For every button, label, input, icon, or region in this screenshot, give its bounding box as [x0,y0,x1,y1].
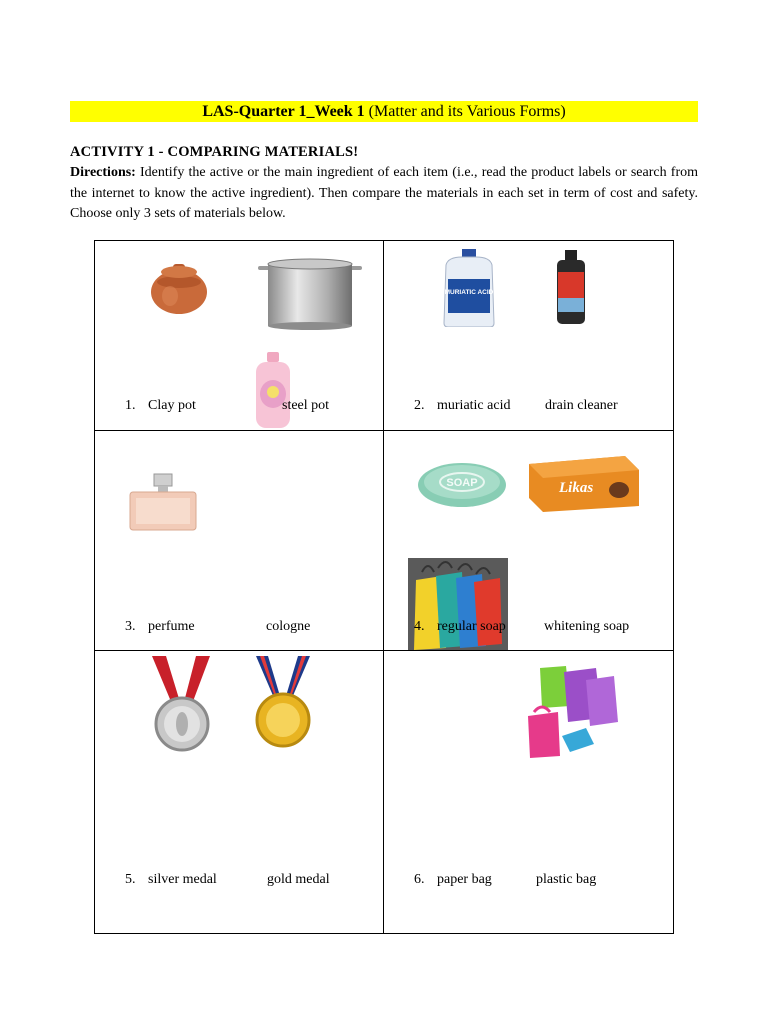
drain-cleaner-image [553,250,589,324]
set-4-item-a: regular soap [437,619,506,634]
set-3-item-a: perfume [148,619,195,634]
set-1-item-a: Clay pot [148,398,196,413]
set-6-number: 6. [414,872,425,887]
likas-brand-text: Likas [559,480,594,496]
gold-medal-image [250,656,316,748]
set-2-item-b: drain cleaner [545,398,618,413]
directions-label: Directions: [70,165,136,180]
muriatic-label-text: MURIATIC ACID [444,289,494,296]
clay-pot-image [146,258,212,322]
activity-heading: ACTIVITY 1 - COMPARING MATERIALS! [70,144,359,160]
set-4-item-b: whitening soap [544,619,630,634]
lotion-bottle-image [252,352,294,430]
set-1-item-b: steel pot [282,398,330,413]
soap-embossed-text: SOAP [446,477,478,489]
set-6-item-a: paper bag [437,872,492,887]
set-5-number: 5. [125,872,136,887]
directions-text: Identify the active or the main ingredient of each item (i.e., read the product labels or search from the internet to know the active ingredient). Then compare the materials in each set in term of cost and safety. Choose only 3 sets of materials below. [70,165,698,221]
set-2-item-a: muriatic acid [437,398,511,413]
shopping-bags-image [408,558,508,650]
set-3-number: 3. [125,619,136,634]
set-4-number: 4. [414,619,425,634]
page-title [70,101,698,122]
regular-soap-image [416,458,508,508]
title-bold: LAS-Quarter 1_Week 1 [202,103,365,120]
set-1-number: 1. [125,398,136,413]
materials-table [94,240,674,934]
set-2-number: 2. [414,398,425,413]
steel-pot-image [258,256,362,330]
perfume-bottle-image [124,472,202,532]
directions-paragraph [70,163,698,225]
set-3-item-b: cologne [266,619,311,634]
whitening-soap-box-image [529,448,639,512]
title-rest: (Matter and its Various Forms) [364,103,566,120]
set-5-item-b: gold medal [267,872,330,887]
muriatic-acid-image [440,249,498,327]
table-divider-row-1 [94,430,674,431]
plastic-bags-image [524,662,620,760]
table-divider-row-2 [94,650,674,651]
set-5-item-a: silver medal [148,872,217,887]
silver-medal-image [146,656,218,754]
table-divider-vertical [383,240,384,934]
set-6-item-b: plastic bag [536,872,597,887]
